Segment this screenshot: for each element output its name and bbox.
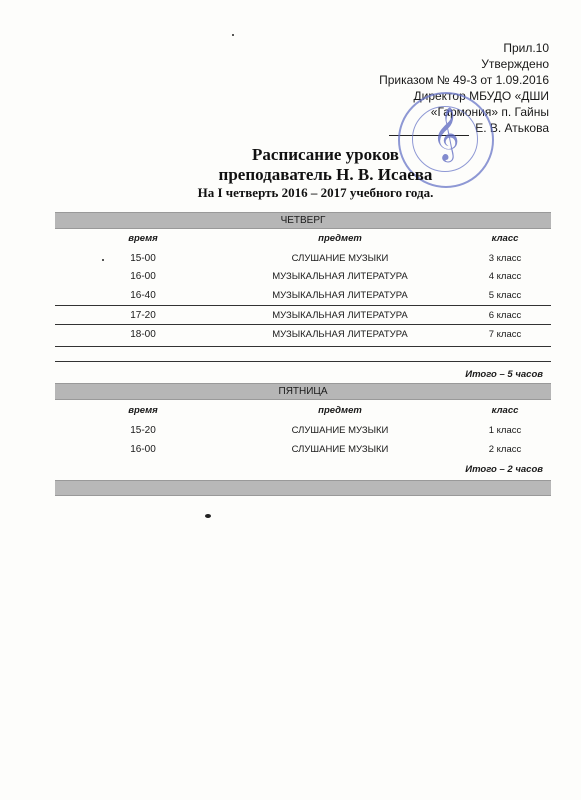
table-footer-bar bbox=[55, 480, 551, 496]
approved-label: Утверждено bbox=[481, 57, 549, 71]
table-row bbox=[55, 286, 551, 305]
friday-header bbox=[55, 383, 551, 400]
column-class-header: класс bbox=[491, 405, 519, 416]
row-subject: СЛУШАНИЕ МУЗЫКИ bbox=[291, 425, 389, 436]
row-subject: МУЗЫКАЛЬНАЯ ЛИТЕРАТУРА bbox=[272, 271, 408, 282]
treble-clef-icon: 𝄞 bbox=[432, 106, 460, 160]
row-time: 15-20 bbox=[130, 425, 156, 436]
thursday-total: Итого – 5 часов bbox=[465, 369, 543, 380]
title-line-2: преподаватель Н. В. Исаева bbox=[218, 165, 433, 184]
row-time: 18-00 bbox=[130, 329, 156, 340]
row-subject: МУЗЫКАЛЬНАЯ ЛИТЕРАТУРА bbox=[272, 290, 408, 301]
scan-speck bbox=[102, 259, 104, 261]
column-class-header: класс bbox=[491, 233, 519, 244]
table-divider bbox=[55, 361, 551, 362]
row-class: 7 класс bbox=[488, 329, 522, 340]
title-line-1: Расписание уроков bbox=[252, 145, 399, 164]
scan-speck bbox=[205, 514, 211, 518]
table-row bbox=[55, 324, 551, 344]
table-row bbox=[55, 305, 551, 325]
table-divider bbox=[55, 346, 551, 347]
thursday-header bbox=[55, 212, 551, 229]
row-class: 6 класс bbox=[488, 310, 522, 321]
column-time-header: время bbox=[128, 233, 158, 244]
column-subject-header: предмет bbox=[318, 233, 362, 244]
table-row bbox=[55, 249, 551, 268]
column-subject-header: предмет bbox=[318, 405, 362, 416]
director-label: Директор МБУДО «ДШИ bbox=[413, 89, 549, 103]
signer-name: Е. В. Атькова bbox=[475, 121, 549, 135]
day-label: ПЯТНИЦА bbox=[278, 386, 328, 397]
day-label: ЧЕТВЕРГ bbox=[280, 215, 326, 226]
row-time: 15-00 bbox=[130, 253, 156, 264]
table-row bbox=[55, 440, 551, 459]
row-subject: МУЗЫКАЛЬНАЯ ЛИТЕРАТУРА bbox=[272, 329, 408, 340]
schedule-title bbox=[0, 145, 581, 201]
title-line-3: На I четверть 2016 – 2017 учебного года. bbox=[197, 185, 434, 200]
thursday-column-headers bbox=[55, 232, 551, 246]
table-row bbox=[55, 267, 551, 286]
row-time: 17-20 bbox=[130, 310, 156, 321]
row-class: 2 класс bbox=[488, 444, 522, 455]
row-time: 16-00 bbox=[130, 271, 156, 282]
row-class: 3 класс bbox=[488, 253, 522, 264]
table-row bbox=[55, 421, 551, 440]
appendix-label: Прил.10 bbox=[503, 41, 549, 55]
row-subject: СЛУШАНИЕ МУЗЫКИ bbox=[291, 444, 389, 455]
scan-speck bbox=[232, 34, 234, 36]
row-time: 16-00 bbox=[130, 444, 156, 455]
school-label: «Гармония» п. Гайны bbox=[430, 105, 549, 119]
column-time-header: время bbox=[128, 405, 158, 416]
row-subject: СЛУШАНИЕ МУЗЫКИ bbox=[291, 253, 389, 264]
order-label: Приказом № 49-3 от 1.09.2016 bbox=[379, 73, 549, 87]
friday-column-headers bbox=[55, 404, 551, 418]
row-class: 5 класс bbox=[488, 290, 522, 301]
row-time: 16-40 bbox=[130, 290, 156, 301]
friday-total: Итого – 2 часов bbox=[465, 464, 543, 475]
row-subject: МУЗЫКАЛЬНАЯ ЛИТЕРАТУРА bbox=[272, 310, 408, 321]
row-class: 4 класс bbox=[488, 271, 522, 282]
row-class: 1 класс bbox=[488, 425, 522, 436]
